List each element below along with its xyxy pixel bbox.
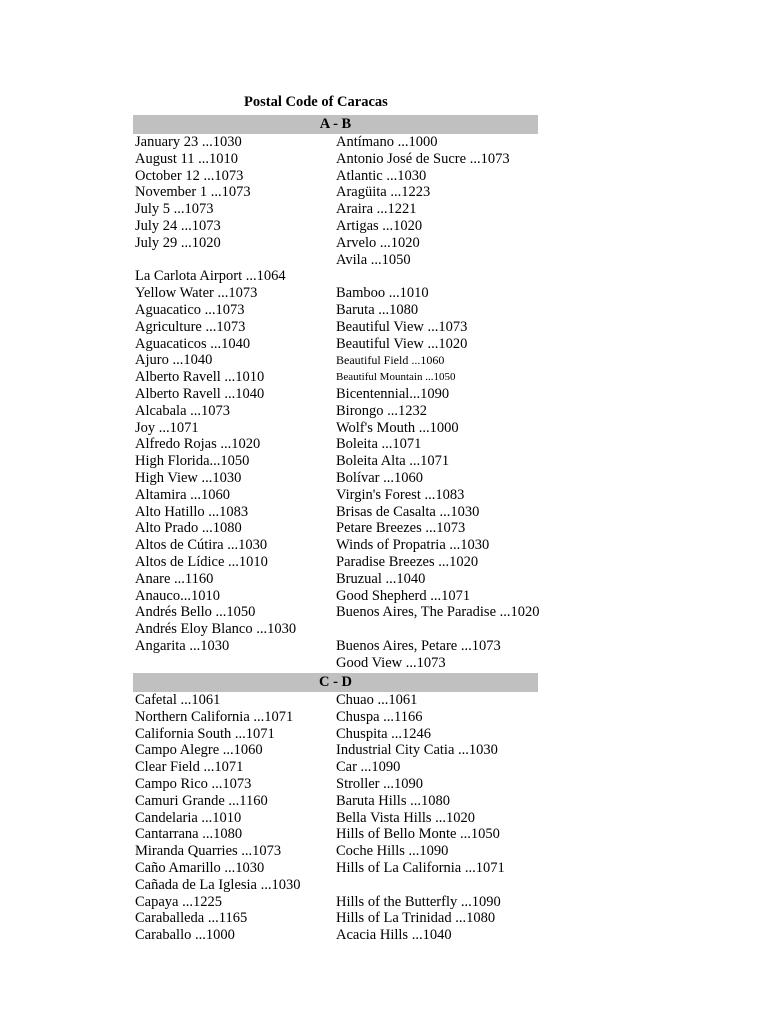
- right-entry: Bicentennial...1090: [336, 385, 450, 402]
- right-entry: Avila ...1050: [336, 251, 411, 268]
- table-row: [133, 759, 538, 776]
- left-entry: Joy ...1071: [135, 419, 199, 436]
- table-row: [133, 537, 538, 554]
- table-row: [133, 436, 538, 453]
- section-rows: [133, 134, 538, 672]
- left-entry: Anauco...1010: [135, 587, 220, 604]
- left-entry: Alberto Ravell ...1040: [135, 385, 265, 402]
- right-entry: Boleita Alta ...1071: [336, 453, 450, 470]
- table-row: [133, 386, 538, 403]
- table-row: [133, 487, 538, 504]
- table-row: [133, 554, 538, 571]
- section-a-b: [133, 115, 538, 672]
- right-entry: Artigas ...1020: [336, 217, 423, 234]
- table-row: [133, 504, 538, 521]
- left-entry: Miranda Quarries ...1073: [135, 843, 282, 860]
- left-entry: Candelaria ...1010: [135, 809, 242, 826]
- table-row: [133, 520, 538, 537]
- right-entry: Hills of Bello Monte ...1050: [336, 826, 500, 843]
- table-row: [133, 420, 538, 437]
- table-row: [133, 218, 538, 235]
- right-entry: Beautiful Mountain ...1050: [336, 371, 456, 384]
- left-entry: La Carlota Airport ...1064: [135, 268, 286, 285]
- left-entry: Altamira ...1060: [135, 486, 231, 503]
- left-entry: Alberto Ravell ...1010: [135, 369, 265, 386]
- left-entry: Clear Field ...1071: [135, 759, 244, 776]
- table-row: [133, 470, 538, 487]
- left-entry: Agriculture ...1073: [135, 318, 246, 335]
- left-entry: July 24 ...1073: [135, 217, 221, 234]
- left-entry: October 12 ...1073: [135, 167, 244, 184]
- right-entry: Industrial City Catia ...1030: [336, 742, 498, 759]
- left-entry: Caño Amarillo ...1030: [135, 859, 265, 876]
- left-entry: November 1 ...1073: [135, 184, 251, 201]
- table-row: [133, 604, 538, 621]
- right-entry: Bamboo ...1010: [336, 285, 429, 302]
- table-row: [133, 319, 538, 336]
- left-entry: Capaya ...1225: [135, 893, 222, 910]
- left-entry: Andrés Eloy Blanco ...1030: [135, 621, 297, 638]
- right-entry: Aragüita ...1223: [336, 184, 431, 201]
- section-rows: [133, 692, 538, 944]
- table-row: [133, 302, 538, 319]
- table-row: [133, 168, 538, 185]
- right-entry: Chuao ...1061: [336, 692, 418, 708]
- table-row: [133, 910, 538, 927]
- section-c-d: [133, 673, 538, 944]
- table-row: [133, 726, 538, 743]
- left-entry: Caraballo ...1000: [135, 927, 235, 944]
- left-entry: Alfredo Rojas ...1020: [135, 436, 261, 453]
- left-entry: California South ...1071: [135, 725, 275, 742]
- left-entry: High Florida...1050: [135, 453, 250, 470]
- table-row: [133, 588, 538, 605]
- left-entry: Yellow Water ...1073: [135, 285, 258, 302]
- table-row: [133, 742, 538, 759]
- left-entry: Northern California ...1071: [135, 708, 294, 725]
- right-entry: Baruta ...1080: [336, 301, 419, 318]
- table-row: [133, 709, 538, 726]
- left-entry: Camuri Grande ...1160: [135, 792, 268, 809]
- table-row: [133, 810, 538, 827]
- page-title: Postal Code of Caracas: [244, 94, 388, 110]
- section-header: C - D: [133, 673, 538, 692]
- right-entry: Hills of La Trinidad ...1080: [336, 910, 496, 927]
- table-row: [133, 571, 538, 588]
- table-row: [133, 268, 538, 285]
- right-entry: Beautiful Field ...1060: [336, 353, 445, 368]
- right-entry: Hills of the Butterfly ...1090: [336, 893, 501, 910]
- right-entry: Good Shepherd ...1071: [336, 587, 471, 604]
- right-entry: Hills of La California ...1071: [336, 859, 505, 876]
- table-row: [133, 352, 538, 369]
- left-entry: January 23 ...1030: [135, 134, 242, 150]
- right-entry: Paradise Breezes ...1020: [336, 553, 479, 570]
- table-row: [133, 453, 538, 470]
- right-entry: Bruzual ...1040: [336, 570, 426, 587]
- right-entry: Chuspita ...1246: [336, 725, 432, 742]
- table-row: [133, 201, 538, 218]
- table-row: [133, 826, 538, 843]
- right-entry: Stroller ...1090: [336, 775, 423, 792]
- table-row: [133, 151, 538, 168]
- right-entry: Beautiful View ...1020: [336, 335, 468, 352]
- right-entry: Buenos Aires, Petare ...1073: [336, 637, 501, 654]
- left-entry: Campo Alegre ...1060: [135, 742, 263, 759]
- table-row: [133, 184, 538, 201]
- left-entry: Cantarrana ...1080: [135, 826, 243, 843]
- right-entry: Bolívar ...1060: [336, 469, 423, 486]
- table-row: [133, 638, 538, 655]
- left-entry: July 29 ...1020: [135, 234, 221, 251]
- table-row: [133, 655, 538, 672]
- left-entry: Altos de Lídice ...1010: [135, 553, 268, 570]
- table-row: [133, 134, 538, 151]
- right-entry: Chuspa ...1166: [336, 708, 423, 725]
- right-entry: Antonio José de Sucre ...1073: [336, 150, 510, 167]
- table-row: [133, 621, 538, 638]
- right-entry: Beautiful View ...1073: [336, 318, 468, 335]
- right-entry: Coche Hills ...1090: [336, 843, 449, 860]
- table-row: [133, 793, 538, 810]
- left-entry: Caraballeda ...1165: [135, 910, 248, 927]
- right-entry: Petare Breezes ...1073: [336, 520, 466, 537]
- left-entry: Cafetal ...1061: [135, 692, 221, 708]
- right-entry: Bella Vista Hills ...1020: [336, 809, 476, 826]
- right-entry: Atlantic ...1030: [336, 167, 427, 184]
- section-header: A - B: [133, 115, 538, 134]
- left-entry: Altos de Cútira ...1030: [135, 537, 268, 554]
- right-entry: Brisas de Casalta ...1030: [336, 503, 480, 520]
- left-entry: Alcabala ...1073: [135, 402, 231, 419]
- left-entry: Andrés Bello ...1050: [135, 604, 256, 621]
- table-row: [133, 336, 538, 353]
- table-row: [133, 776, 538, 793]
- left-entry: Angarita ...1030: [135, 637, 230, 654]
- right-entry: Araira ...1221: [336, 201, 417, 218]
- table-row: [133, 252, 538, 269]
- table-row: [133, 692, 538, 709]
- left-entry: Cañada de La Iglesia ...1030: [135, 876, 301, 893]
- left-entry: Campo Rico ...1073: [135, 775, 252, 792]
- right-entry: Wolf's Mouth ...1000: [336, 419, 459, 436]
- table-row: [133, 285, 538, 302]
- table-row: [133, 927, 538, 944]
- table-row: [133, 860, 538, 877]
- table-row: [133, 235, 538, 252]
- table-row: [133, 877, 538, 894]
- left-entry: August 11 ...1010: [135, 150, 238, 167]
- table-row: [133, 369, 538, 386]
- left-entry: Ajuro ...1040: [135, 352, 213, 369]
- left-entry: High View ...1030: [135, 469, 242, 486]
- right-entry: Virgin's Forest ...1083: [336, 486, 465, 503]
- right-entry: Arvelo ...1020: [336, 234, 420, 251]
- table-row: [133, 843, 538, 860]
- left-entry: Alto Prado ...1080: [135, 520, 242, 537]
- left-entry: Anare ...1160: [135, 570, 214, 587]
- left-entry: Alto Hatillo ...1083: [135, 503, 249, 520]
- right-entry: Birongo ...1232: [336, 402, 428, 419]
- right-entry: Baruta Hills ...1080: [336, 792, 450, 809]
- left-entry: July 5 ...1073: [135, 201, 214, 218]
- table-row: [133, 403, 538, 420]
- right-entry: Buenos Aires, The Paradise ...1020: [336, 604, 540, 621]
- right-entry: Car ...1090: [336, 759, 401, 776]
- left-entry: Aguacaticos ...1040: [135, 335, 251, 352]
- right-entry: Antímano ...1000: [336, 134, 438, 150]
- right-entry: Winds of Propatria ...1030: [336, 537, 490, 554]
- right-entry: Good View ...1073: [336, 654, 446, 671]
- right-entry: Boleita ...1071: [336, 436, 422, 453]
- table-row: [133, 894, 538, 911]
- right-entry: Acacia Hills ...1040: [336, 927, 452, 944]
- left-entry: Aguacatico ...1073: [135, 301, 245, 318]
